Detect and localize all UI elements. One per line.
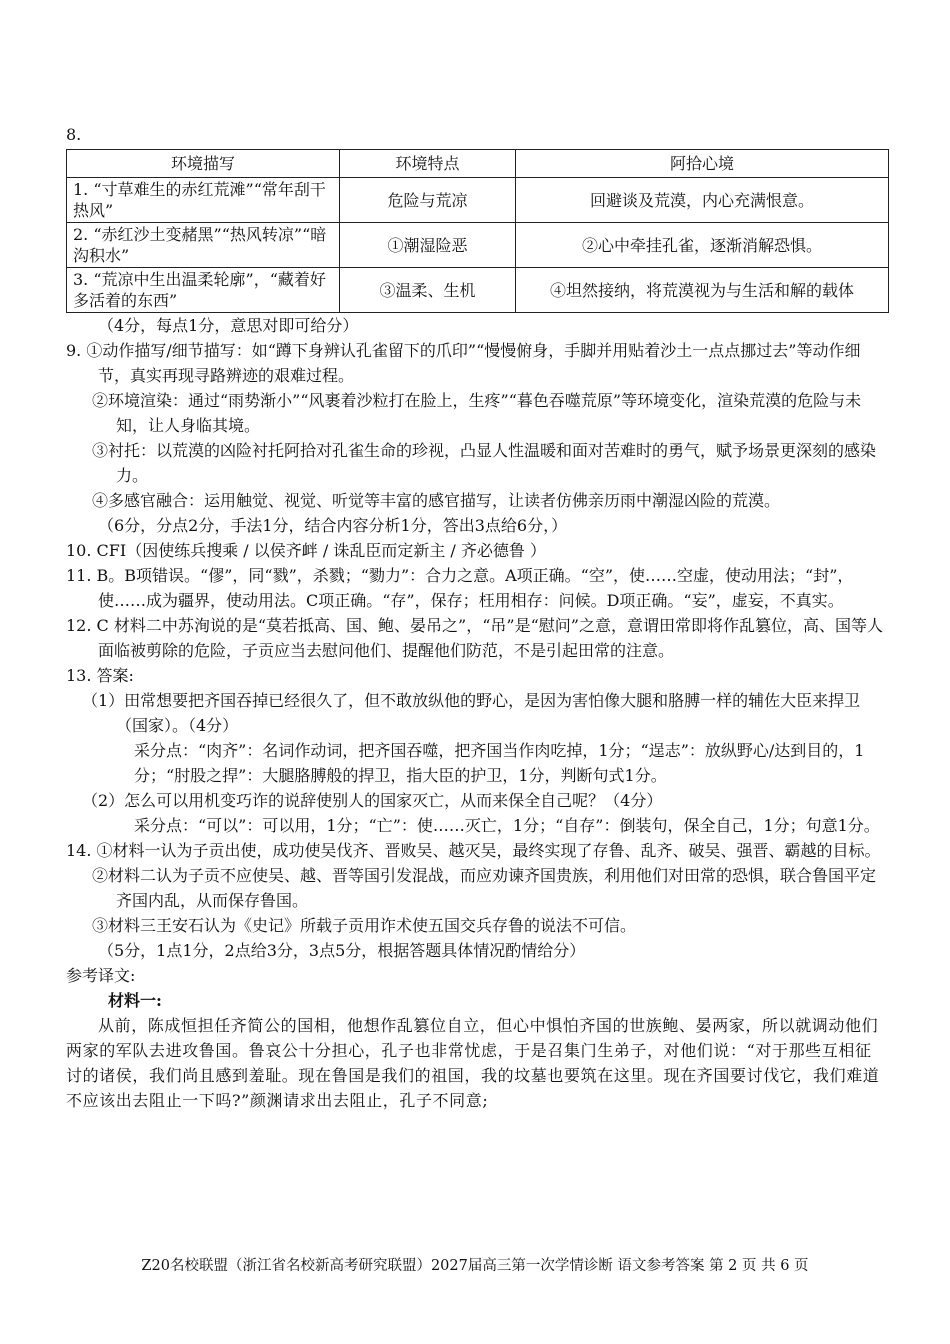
question-9-point-3: ③衬托：以荒漠的凶险衬托阿拾对孔雀生命的珍视，凸显人性温暖和面对苦难时的勇气，赋予场景更深刻的感染力。	[92, 441, 877, 485]
table-cell: 3. “荒凉中生出温柔轮廓”，“藏着好多活着的东西”	[67, 268, 340, 313]
table-cell: ②心中牵挂孔雀，逐渐消解恐惧。	[516, 223, 889, 268]
table-cell: 1. “寸草难生的赤红荒滩”“常年刮干热风”	[67, 178, 340, 223]
question-14-point-1: 14. ①材料一认为子贡出使，成功使吴伐齐、晋败吴、越灭吴，最终实现了存鲁、乱齐、破吴、强晋、霸越的目标。	[66, 841, 881, 860]
question-8-scoring-note: （4分，每点1分，意思对即可给分）	[98, 316, 359, 335]
question-9-point-1: 9. ①动作描写/细节描写：如“蹲下身辨认孔雀留下的爪印”“慢慢俯身，手脚并用贴着沙土一点点挪过去”等动作细节，真实再现寻路辨迹的艰难过程。	[66, 341, 861, 385]
question-9-point-2: ②环境渲染：通过“雨势渐小”“风裹着沙粒打在脸上，生疼”“暮色吞噬荒原”等环境变化，渲染荒漠的危险与未知，让人身临其境。	[92, 391, 862, 435]
table-cell: ①潮湿险恶	[340, 223, 516, 268]
table-cell: 回避谈及荒漠，内心充满恨意。	[516, 178, 889, 223]
table-header-cell: 环境特点	[340, 150, 516, 178]
question-14-point-2: ②材料二认为子贡不应使吴、越、晋等国引发混战，而应劝谏齐国贵族，利用他们对田常的恐惧，联合鲁国平定齐国内乱，从而保存鲁国。	[92, 866, 877, 910]
question-14-scoring-note: （5分，1点1分，2点给3分，3点5分，根据答题具体情况酌情给分）	[98, 941, 586, 960]
question-8-number: 8.	[66, 125, 82, 144]
question-12-answer: 12. C 材料二中苏洵说的是“莫若抵高、国、鲍、晏吊之”，“吊”是“慰问”之意，意谓田常即将作乱篡位，高、国等人面临被剪除的危险，子贡应当去慰问他们、提醒他们防范，不是引起田常的注意。	[66, 616, 883, 660]
question-13-title: 13. 答案:	[66, 666, 134, 685]
question-13-sub-1-scoring: 采分点：“肉齐”：名词作动词，把齐国吞噬，把齐国当作肉吃掉，1分；“逞志”：放纵野心/达到目的，1分；“肘股之捍”：大腿胳膊般的捍卫，指大臣的护卫，1分，判断句式1分。	[134, 741, 865, 785]
material-one-title: 材料一:	[108, 991, 162, 1010]
answer-page	[66, 122, 888, 1113]
table-cell: ③温柔、生机	[340, 268, 516, 313]
table-cell: ④坦然接纳，将荒漠视为与生活和解的载体	[516, 268, 889, 313]
question-9-scoring-note: （6分，分点2分，手法1分，结合内容分析1分，答出3点给6分，）	[98, 516, 568, 535]
table-row	[67, 178, 889, 223]
question-13-sub-2-scoring: 采分点：“可以”：可以用，1分；“亡”：使……灭亡，1分；“自存”：倒装句，保全自己，1分；句意1分。	[134, 816, 880, 835]
environment-table	[66, 149, 889, 313]
table-cell: 危险与荒凉	[340, 178, 516, 223]
question-11-answer: 11. B。B项错误。“僇”，同“戮”，杀戮；“勠力”：合力之意。A项正确。“空”，使……空虚，使动用法；“封”，使……成为疆界，使动用法。C项正确。“存”，保存；枉用相存：问候。D项正确。“妄”，虚妄，不真实。	[66, 566, 854, 610]
question-14-point-3: ③材料三王安石认为《史记》所载子贡用诈术使五国交兵存鲁的说法不可信。	[92, 916, 637, 935]
question-9-point-4: ④多感官融合：运用触觉、视觉、听觉等丰富的感官描写，让读者仿佛亲历雨中潮湿凶险的荒漠。	[92, 491, 781, 510]
table-row	[67, 268, 889, 313]
table-header-cell: 阿拾心境	[516, 150, 889, 178]
question-13-sub-2: （2）怎么可以用机变巧诈的说辞使别人的国家灭亡，从而来保全自己呢？（4分）	[82, 791, 663, 810]
table-header-row	[67, 150, 889, 178]
translation-heading: 参考译文:	[66, 966, 136, 985]
table-header-cell: 环境描写	[67, 150, 340, 178]
translation-paragraph: 从前，陈成恒担任齐简公的国相，他想作乱篡位自立，但心中惧怕齐国的世族鲍、晏两家，所以就调动他们两家的军队去进攻鲁国。鲁哀公十分担心，孔子也非常忧虑，于是召集门生弟子，对他们说：“对于那些互相征讨的诸侯，我们尚且感到羞耻。现在鲁国是我们的祖国，我的坟墓也要筑在这里。现在齐国要讨伐它，我们难道不应该出去阻止一下吗?”颜渊请求出去阻止，孔子不同意;	[66, 1016, 880, 1110]
question-13-sub-1: （1）田常想要把齐国吞掉已经很久了，但不敢放纵他的野心，是因为害怕像大腿和胳膊一样的辅佐大臣来捍卫（国家）。（4分）	[82, 691, 861, 735]
table-cell: 2. “赤红沙土变赭黑”“热风转凉”“暗沟积水”	[67, 223, 340, 268]
page-footer: Z20名校联盟（浙江省名校新高考研究联盟）2027届高三第一次学情诊断 语文参考答案 第 2 页 共 6 页	[141, 1258, 809, 1274]
table-row	[67, 223, 889, 268]
question-10-answer: 10. CFI（因使练兵搜乘 / 以侯齐衅 / 诛乱臣而定新主 / 齐必德鲁 ）	[66, 541, 546, 560]
